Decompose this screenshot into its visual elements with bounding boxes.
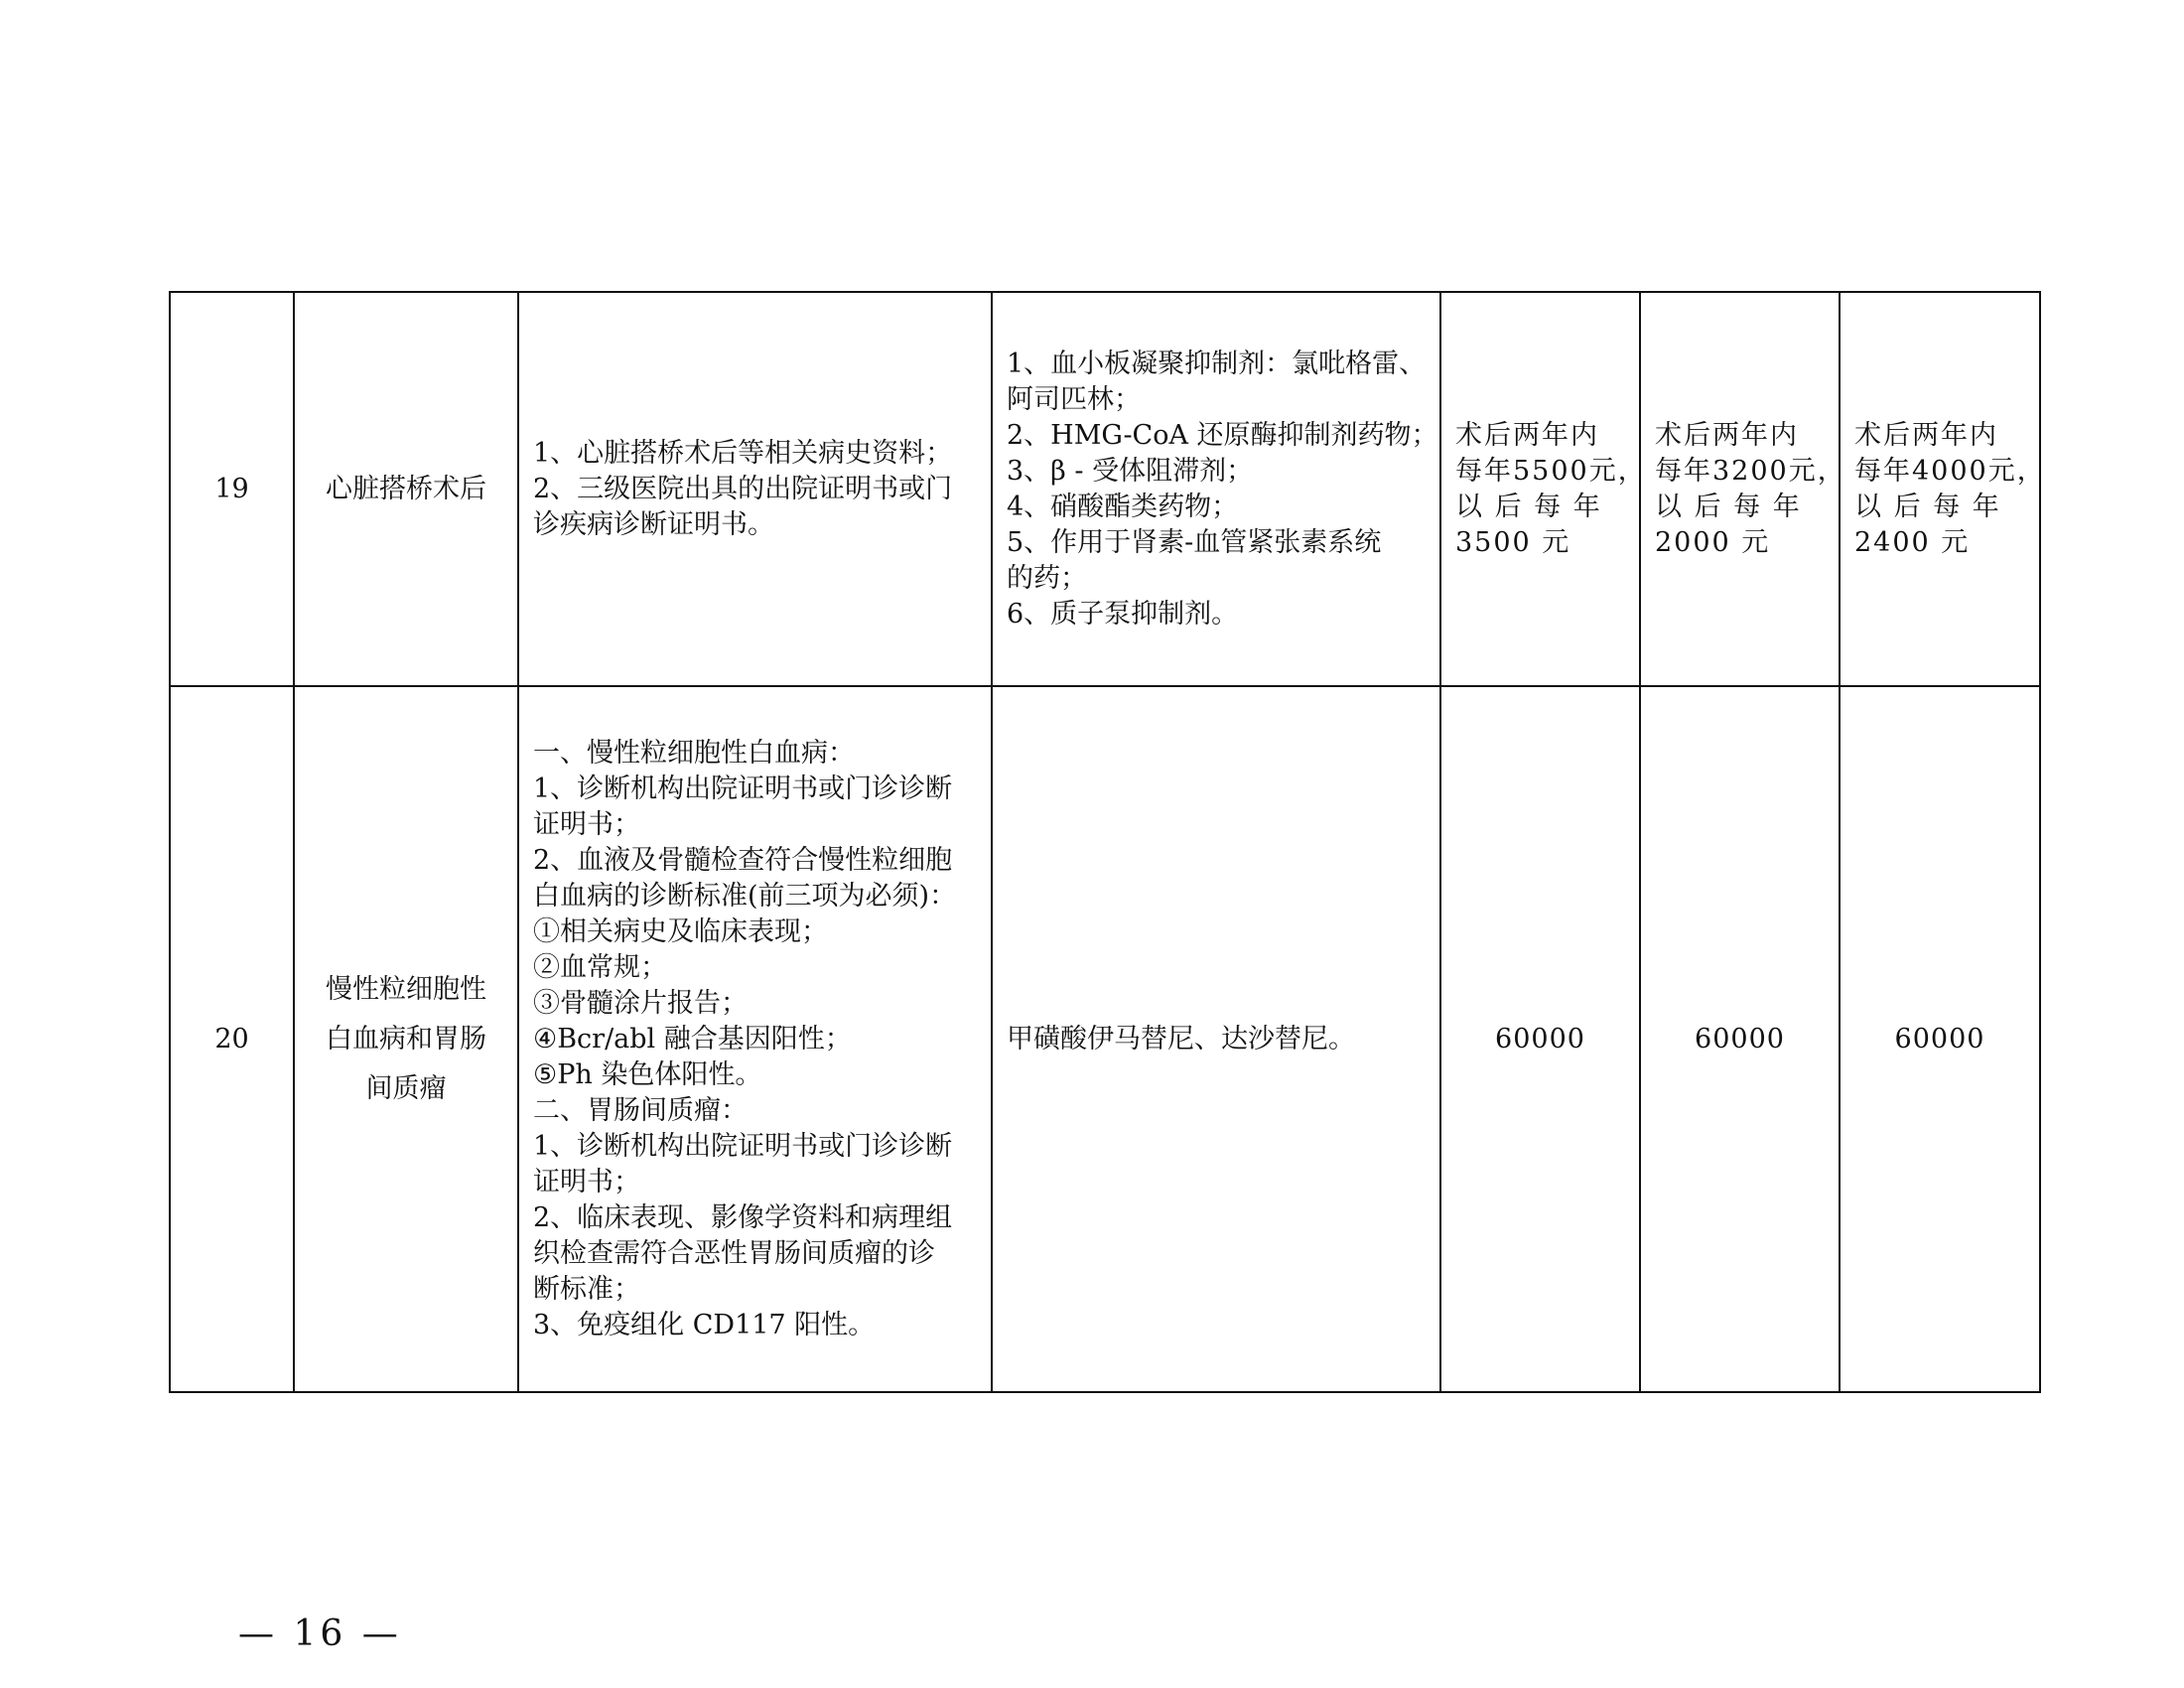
document-table	[169, 291, 2046, 1393]
drug-line: 6、质子泵抑制剂。	[1007, 598, 1239, 630]
criteria-line: ⑤Ph 染色体阳性。	[533, 1058, 762, 1090]
criteria-line: ④Bcr/abl 融合基因阳性；	[533, 1023, 852, 1055]
diagnosis-criteria	[518, 292, 992, 686]
criteria-line: 3、免疫组化 CD117 阳性。	[533, 1309, 876, 1340]
limit-line: 每年5500元，	[1455, 455, 1647, 487]
drug-line: 3、β - 受体阻滞剂；	[1007, 455, 1254, 487]
disease-line: 慢性粒细胞性	[326, 973, 486, 1005]
criteria-line: 2、临床表现、影像学资料和病理组	[533, 1201, 953, 1233]
drug-list	[992, 292, 1440, 686]
limit-line: 每年4000元，	[1854, 455, 2046, 487]
disease-line: 白血病和胃肠	[326, 1023, 486, 1055]
limit-cell-b	[1640, 292, 1846, 686]
limit-cell-c	[1840, 292, 2046, 686]
drug-line: 1、血小板凝聚抑制剂：氯吡格雷、	[1007, 348, 1427, 379]
criteria-line: 2、三级医院出具的出院证明书或门	[533, 473, 953, 504]
limit-line: 以 后 每 年	[1655, 491, 1802, 522]
criteria-line: 一、慢性粒细胞性白血病：	[533, 737, 855, 769]
criteria-line: 诊疾病诊断证明书。	[533, 508, 774, 540]
disease-name	[294, 686, 518, 1392]
limit-cell-b: 60000	[1640, 686, 1840, 1392]
drug-line: 的药；	[1007, 562, 1087, 594]
criteria-line: ②血常规；	[533, 951, 667, 983]
criteria-line: 二、胃肠间质瘤：	[533, 1094, 748, 1126]
limit-cell-c: 60000	[1840, 686, 2040, 1392]
limit-line: 术后两年内	[1455, 419, 1599, 451]
disease-line: 间质瘤	[365, 1072, 447, 1104]
limit-line: 3500 元	[1455, 526, 1571, 558]
drug-line: 5、作用于肾素-血管紧张素系统	[1007, 526, 1382, 558]
criteria-line: 证明书；	[533, 1166, 640, 1197]
limit-cell-a: 60000	[1440, 686, 1640, 1392]
criteria-line: ①相关病史及临床表现；	[533, 915, 828, 947]
table-row	[170, 686, 2040, 1392]
criteria-line: 1、诊断机构出院证明书或门诊诊断	[533, 1130, 953, 1162]
criteria-line: ③骨髓涂片报告；	[533, 987, 748, 1019]
row-number: 19	[170, 292, 294, 686]
disease-line: 心脏搭桥术后	[326, 473, 486, 504]
limit-line: 2000 元	[1655, 526, 1771, 558]
drug-line: 阿司匹林；	[1007, 383, 1141, 415]
criteria-line: 断标准；	[533, 1273, 640, 1305]
criteria-line: 1、诊断机构出院证明书或门诊诊断	[533, 773, 953, 804]
drug-list	[992, 686, 1440, 1392]
criteria-line: 白血病的诊断标准(前三项为必须)：	[533, 880, 957, 912]
criteria-line: 1、心脏搭桥术后等相关病史资料；	[533, 437, 953, 469]
limit-line: 每年3200元，	[1655, 455, 1846, 487]
criteria-line: 2、血液及骨髓检查符合慢性粒细胞	[533, 844, 953, 876]
row-number: 20	[170, 686, 294, 1392]
drug-line: 甲磺酸伊马替尼、达沙替尼。	[1007, 1023, 1355, 1055]
limit-cell-a	[1440, 292, 1647, 686]
disease-name	[294, 292, 518, 686]
page-number: — 16 —	[238, 1614, 402, 1654]
table-row	[170, 292, 2040, 686]
limit-line: 以 后 每 年	[1455, 491, 1602, 522]
limit-line: 2400 元	[1854, 526, 1971, 558]
limit-line: 以 后 每 年	[1854, 491, 2001, 522]
criteria-line: 证明书；	[533, 808, 640, 840]
drug-line: 2、HMG-CoA 还原酶抑制剂药物；	[1007, 419, 1438, 451]
criteria-line: 织检查需符合恶性胃肠间质瘤的诊	[533, 1237, 935, 1269]
drug-line: 4、硝酸酯类药物；	[1007, 491, 1239, 522]
limit-line: 术后两年内	[1854, 419, 1998, 451]
diagnosis-criteria	[518, 686, 992, 1392]
limit-line: 术后两年内	[1655, 419, 1799, 451]
